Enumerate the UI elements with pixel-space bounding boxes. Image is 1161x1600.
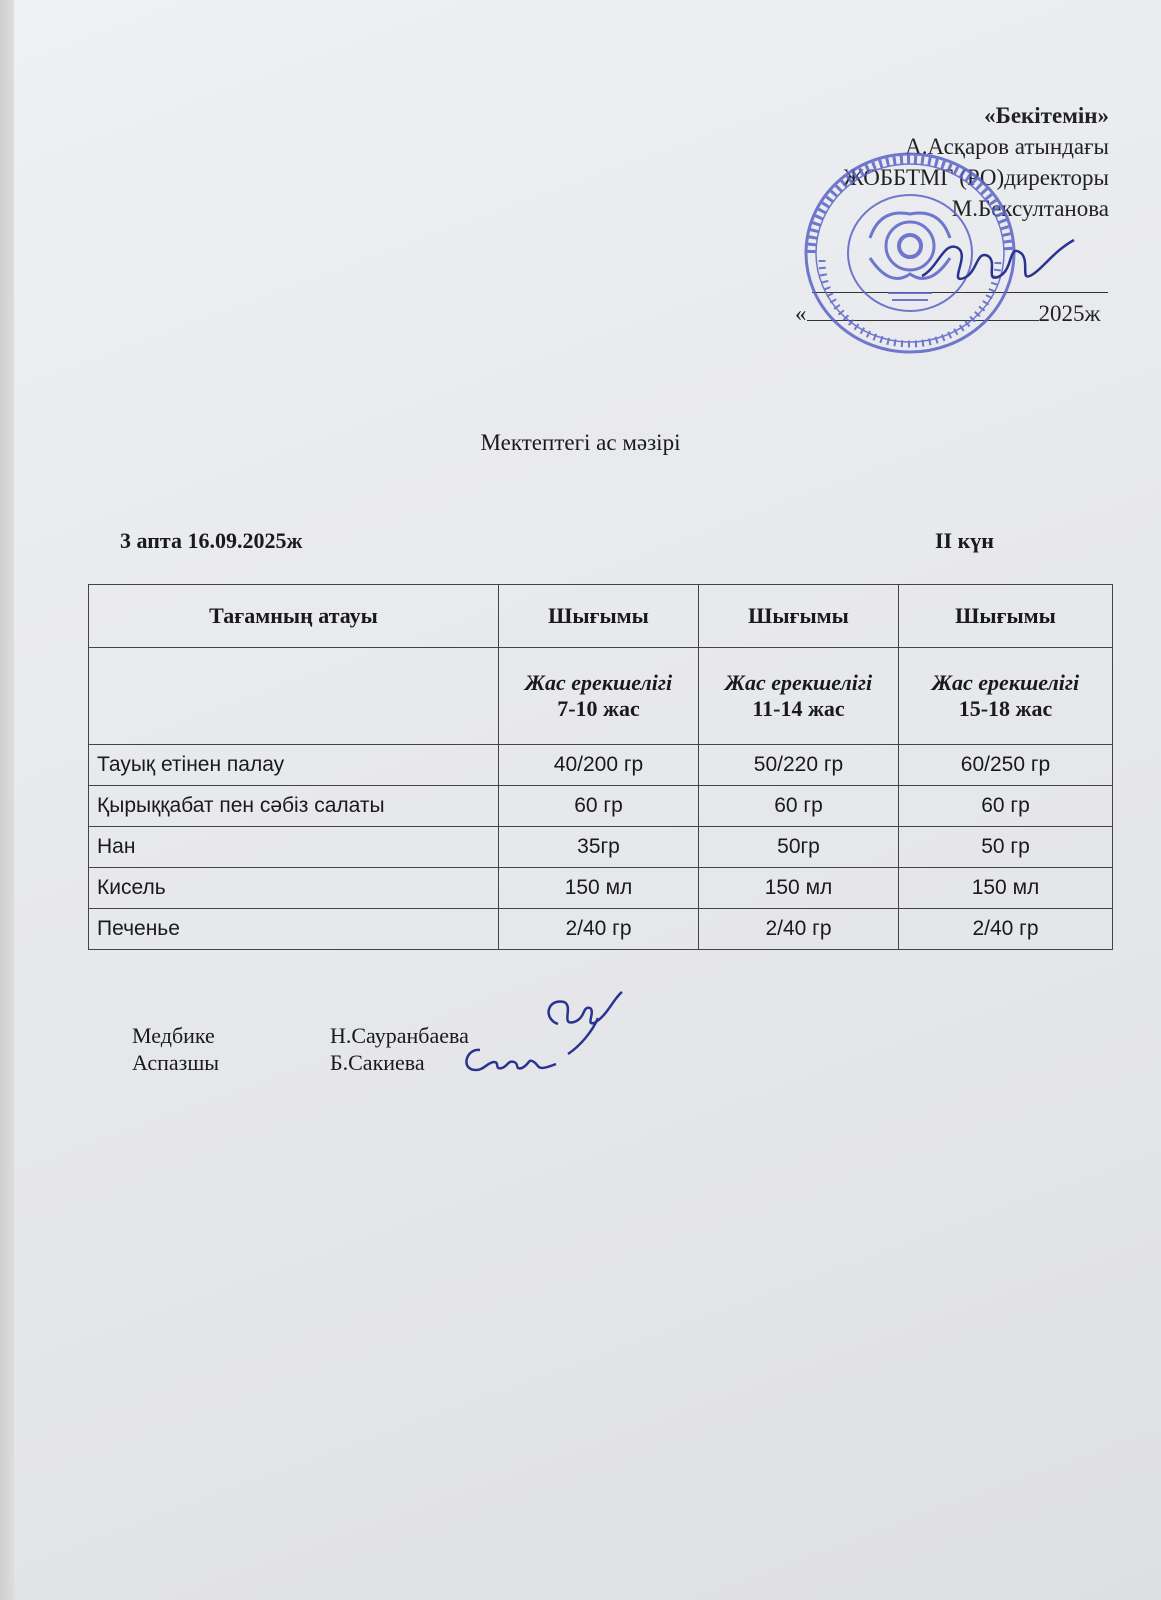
portion-11-14: 50/220 гр — [699, 745, 899, 786]
portion-15-18: 60 гр — [899, 786, 1113, 827]
table-row — [89, 827, 1113, 868]
portion-7-10: 35гр — [499, 827, 699, 868]
table-row — [89, 786, 1113, 827]
staff-block — [132, 1022, 469, 1076]
portion-11-14: 2/40 гр — [699, 909, 899, 950]
cook-signature-icon — [458, 1040, 558, 1078]
dish-name: Қырыққабат пен сәбіз салаты — [89, 786, 499, 827]
dish-name: Тауық етінен палау — [89, 745, 499, 786]
staff-name: Б.Сакиева — [330, 1050, 425, 1075]
day-label: ІІ күн — [935, 528, 994, 553]
menu-table — [88, 584, 1113, 950]
dish-name: Кисель — [89, 868, 499, 909]
page-title: Мектептегі ас мәзірі — [480, 430, 681, 455]
table-header-row — [89, 585, 1113, 648]
age-group-range: 7-10 жас — [557, 696, 640, 721]
approval-director-name: М.Бексултанова — [951, 196, 1109, 221]
portion-15-18: 60/250 гр — [899, 745, 1113, 786]
staff-row — [132, 1022, 469, 1049]
approval-line-1: А.Асқаров атындағы — [905, 134, 1109, 159]
portion-7-10: 40/200 гр — [499, 745, 699, 786]
date-open-quote: « — [795, 301, 807, 326]
week-date: 3 апта 16.09.2025ж — [120, 528, 303, 553]
portion-15-18: 150 мл — [899, 868, 1113, 909]
staff-row — [132, 1049, 469, 1076]
portion-7-10: 2/40 гр — [499, 909, 699, 950]
age-group-cell — [499, 648, 699, 745]
dish-name: Нан — [89, 827, 499, 868]
portion-7-10: 150 мл — [499, 868, 699, 909]
portion-15-18: 50 гр — [899, 827, 1113, 868]
staff-role: Медбике — [132, 1023, 215, 1048]
header-yield: Шығымы — [499, 585, 699, 648]
empty-cell — [89, 648, 499, 745]
header-yield: Шығымы — [699, 585, 899, 648]
approval-line-2: ЖОББТМГ (РО)директоры — [843, 165, 1109, 190]
table-row — [89, 868, 1113, 909]
date-year: 2025ж — [1038, 301, 1101, 326]
approval-heading: «Бекітемін» — [984, 103, 1109, 128]
age-group-label: Жас ерекшелігі — [931, 670, 1080, 695]
portion-11-14: 60 гр — [699, 786, 899, 827]
portion-15-18: 2/40 гр — [899, 909, 1113, 950]
staff-name: Н.Сауранбаева — [330, 1023, 469, 1048]
table-row — [89, 745, 1113, 786]
age-group-cell — [899, 648, 1113, 745]
age-group-range: 15-18 жас — [958, 696, 1053, 721]
table-row — [89, 909, 1113, 950]
header-yield: Шығымы — [899, 585, 1113, 648]
staff-role: Аспазшы — [132, 1050, 220, 1075]
director-signature-icon — [918, 228, 1078, 298]
portion-11-14: 50гр — [699, 827, 899, 868]
age-group-cell — [699, 648, 899, 745]
header-dish-name: Тағамның атауы — [89, 585, 499, 648]
age-group-range: 11-14 жас — [752, 696, 845, 721]
portion-11-14: 150 мл — [699, 868, 899, 909]
portion-7-10: 60 гр — [499, 786, 699, 827]
age-group-row — [89, 648, 1113, 745]
dish-name: Печенье — [89, 909, 499, 950]
age-group-label: Жас ерекшелігі — [524, 670, 673, 695]
age-group-label: Жас ерекшелігі — [724, 670, 873, 695]
